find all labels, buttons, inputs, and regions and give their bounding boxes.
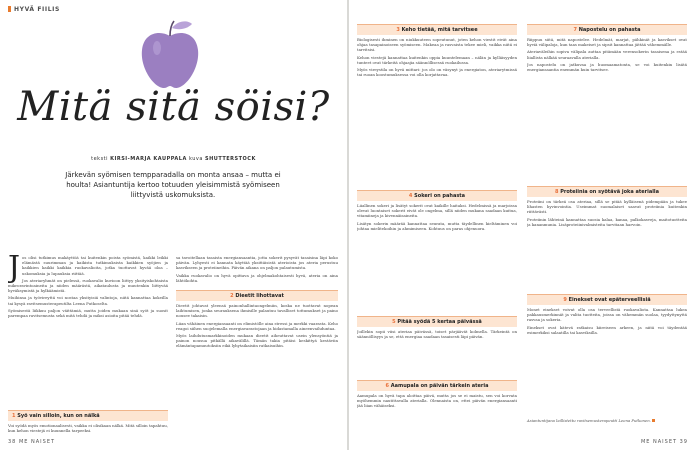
myth-title: Pitää syödä 5 kertaa päivässä xyxy=(397,319,482,325)
myth-title: Proteiinia on syötävä joka aterialla xyxy=(560,189,660,195)
myth-number: 2 xyxy=(230,293,234,299)
myth-box-6 xyxy=(357,380,517,391)
myth-title: Dieetit lihottavat xyxy=(235,293,284,299)
body-paragraph: Liian vähäinen energiansaanti on elimistölle aina stressi ja merkki vaarasta. Keho reagoi siihen suojelemalla energiavarastojaan ja hidastamalla aineenvaihduntaa. xyxy=(176,320,338,331)
myth-number: 3 xyxy=(396,27,400,33)
body-paragraph: Riippuu siitä, mitä napostelee. Hedelmät, marjat, pähkinät ja kasvikset ovat hyviä välipaloja, kun taas makeiset ja sipsit kannattaa jättää vähemmälle. xyxy=(527,37,687,48)
photo-credit: SHUTTERSTOCK xyxy=(204,156,256,162)
body-paragraph: Myös laihdutusmarkkinoiden mukaan dieetit aiheuttavat usein ylensyöntiä ja painon nousua pitkällä aikavälillä. Tämän takia pitäisi keskittyä kestäviin elämäntapamuutoksiin eikä lyhytaikaisiin ratkaisuihin. xyxy=(176,333,338,349)
myth-number: 1 xyxy=(12,413,16,419)
right-column-1-c xyxy=(357,329,517,373)
article-lead: Järkevän syömisen tempparadalla on monta ansaa – mutta ei houlta! Asiantuntija kertoo totuuden yleisimmistä syömiseen liittyvistä uskomuksista. xyxy=(65,171,281,199)
myth-box-8 xyxy=(527,186,687,197)
left-column-1-tail xyxy=(8,423,168,437)
myth-title: Aamupala on päivän tärkein ateria xyxy=(390,383,489,389)
right-column-1-b xyxy=(357,203,517,311)
right-column-2-b xyxy=(527,199,687,291)
myth-box-4 xyxy=(357,190,517,201)
section-label: HYVÄ FIILIS xyxy=(14,6,60,13)
drop-cap: J xyxy=(8,255,21,285)
myth-box-9 xyxy=(527,294,687,305)
body-paragraph: Einekset ovat kätevä ratkaisu kiireiseen arkeen, ja niitä voi täydentää esimerkiksi salaatilla tai kasviksilla. xyxy=(527,324,687,335)
left-column-1 xyxy=(8,255,168,405)
section-accent-bar xyxy=(8,6,11,12)
body-paragraph: Proteiinin lähteinä kannattaa suosia kalaa, kanaa, palkokasveja, maitotuotteita ja kananmunia. Lisäproteiinivalmisteita tarvitaan harvoin. xyxy=(527,216,687,227)
body-paragraph: Vaikka ruokavalio on hyvä opittava ja ohjelmakohtaisesti hyvä, ateria on aina lähtökohta. xyxy=(176,272,338,283)
myth-title: Keho tietää, mitä tarvitsee xyxy=(401,27,478,33)
myth-number: 9 xyxy=(563,297,567,303)
right-column-2-c xyxy=(527,307,687,412)
page-folio-right: ME NAISET 39 xyxy=(640,439,688,445)
body-paragraph: Jos napostelu on jatkuvaa ja huomaamatonta, se voi kuitenkin lisätä energiansaantia enemmän kuin tarvitsee. xyxy=(527,61,687,73)
body-paragraph: Lisätyn sokerin määrää kannattaa seurata, mutta täydellinen kieltäminen voi johtaa mielitekoihin ja ahmimiseen. Kohtuus on paras ohjenuora. xyxy=(357,220,517,231)
author-name: KIRSI-MARJA KAUPPALA xyxy=(110,156,187,162)
photo-label: kuva xyxy=(188,156,203,162)
body-paragraph: Joillekin sopii viisi ateriaa päivässä, toiset pärjäävät kolmella. Tärkeintä on säännöllisyys ja se, että energiaa saadaan tasaisesti läpi päivän. xyxy=(357,329,517,340)
myth-box-2 xyxy=(176,290,338,301)
intro-paragraph: Jos olisi tutkimus makäyttöä tai kuitenkin poista syömistä, kaikki leikki elämästä suurimman ja kaikista tutkimuksista kaikkien syöjien ja kaikkien kaikki kaikkia ruokavalioita, jotka tuottavat hyvää oloa – uskomuksia ja lupauksia riittää. xyxy=(8,255,168,285)
myth-box-1 xyxy=(8,410,168,421)
left-column-2-top xyxy=(176,255,338,285)
apple-illustration xyxy=(130,18,210,92)
myth-box-5 xyxy=(357,316,517,327)
body-paragraph: Muihinsa ja työvireyttä voi nostaa yksityisiä valintoja, niitä kannattaa kokeilla tai kysyä ravitsemusterapeutilta Leena Putkoselta. xyxy=(8,295,168,306)
section-tag xyxy=(8,6,60,13)
myth-title: Sokeri on pahasta xyxy=(414,193,466,199)
right-column-1-d xyxy=(357,393,517,437)
myth-number: 5 xyxy=(392,319,396,325)
article-title: Mitä sitä söisi? xyxy=(17,84,330,130)
body-paragraph: Biologisesti ihminen on niukkuuteen sopeutunut, joten kehon viestit eivät aina ohjaa tasapainoiseen syömiseen. Makeaa ja rasvaista tekee mieli, vaikka niitä ei tarvitsisi. xyxy=(357,37,517,53)
myth-box-7 xyxy=(527,24,687,35)
myth-title: Einekset ovat epäterveellisiä xyxy=(568,297,651,303)
myth-number: 7 xyxy=(573,27,577,33)
myth-title: Syö vain silloin, kun on nälkä xyxy=(17,413,100,419)
myth-number: 4 xyxy=(408,193,413,199)
body-paragraph: Liiallinen sokeri ja lisätyt sokerit ovat kaikille haitaksi. Hedelmissä ja marjoissa olevat luontaiset sokerit eivät ole ongelma, sillä niiden mukana saadaan kuitua, vitamiineja ja kivennäisaineita. xyxy=(357,203,517,219)
body-paragraph: Jos ateriaryhmät on pielessä, ruokavalio kuvioon liittyy yksityiskohtaista mikroravintoaineita ja niiden määrästä, aikataulusta ja muutenkin liittyvää hyväksymistä ja hylkäämistä. xyxy=(8,277,168,294)
myth-number: 6 xyxy=(385,383,390,389)
expert-signoff: Asiantuntijana laillistettu ravitsemusterapeutti Leena Putkonen. xyxy=(527,418,687,423)
myth-box-3 xyxy=(357,24,517,35)
byline-label: teksti xyxy=(91,156,109,162)
myth-title: Napostelu on pahasta xyxy=(578,27,641,33)
body-paragraph: Proteiini on tärkeä osa ateriaa, sillä se pitää kylläisenä pidempään ja tukee lihasten hyvinvointia. Useimmat suomalaiset saavat proteiinia kuitenkin riittävästi. xyxy=(527,199,687,215)
right-column-1-a xyxy=(357,37,517,187)
right-column-2-a xyxy=(527,37,687,182)
body-paragraph: Myös vireystila on hyvä mittari: jos olo on väsynyt ja energiaton, ateriarytmissä tai ruoan koostumuksessa voi olla korjattavaa. xyxy=(357,67,517,78)
end-mark-icon xyxy=(652,419,655,422)
byline xyxy=(0,156,347,162)
page-folio-left: 38 ME NAISET xyxy=(8,439,56,445)
left-column-2 xyxy=(176,303,338,437)
body-paragraph: Kehon viestejä kannattaa kuitenkin oppia kuuntelemaan – nälän ja kylläisyyden tunteet ovat tärkeitä ohjaajia säännöllisessä ruokailussa. xyxy=(357,54,517,65)
myth-number: 8 xyxy=(554,189,559,195)
body-paragraph: Voi syödä myös emotionaalisesti, vaikka ei olisikaan nälkä. Mitä silloin tapahtuu, kun kehon viestejä ei kuunnella tarpeeksi. xyxy=(8,423,168,434)
right-page xyxy=(349,0,696,450)
body-paragraph: Monet einekset voivat olla osa terveellistä ruokavaliota. Kannattaa lukea pakkausmerkinnät ja valita tuotteita, joissa on vähemmän suolaa, tyydyttynyttä rasvaa ja sokeria. xyxy=(527,307,687,323)
body-paragraph: Syömisestä liikkuu paljon väittämiä, mutta joiden mukaan sinä syöt ja suosit parempaa ravitsemusta sekä mitä tehdä ja miksi asioita pitää tehdä. xyxy=(8,307,168,319)
body-paragraph: Dieetit johtavat yleensä painonhallintaongelmiin, koska ne tuottavat nopean laihtumisen, jonka seurauksena ihmisille palautuu tavalliset tottumukset ja paino nousee takaisin. xyxy=(176,303,338,319)
body-paragraph: Ateriaväleihin sopiva välipala auttaa pitämään verensokerin tasaisena ja estää liiallista nälkää seuraavalla aterialla. xyxy=(527,49,687,60)
body-paragraph: sa tavoitellaan tasaista energiansaantia, jotta sokerit pysyvät tasaisina läpi koko päivän. Lyhyesti ei kannata käyttää yksittäisistä aterioista jos ateria perustuu kasvikseen ja proteiineihin. Päivän aikana on paljon palautumista. xyxy=(176,255,338,271)
left-page xyxy=(0,0,347,450)
body-paragraph: Aamupala on hyvä tapa aloittaa päivä, mutta jos se ei maistu, sen voi korvata myöhemmin nautittavalla aterialla. Olennaista on, ettei päivän energiansaanti jää liian vähäiseksi. xyxy=(357,393,517,409)
